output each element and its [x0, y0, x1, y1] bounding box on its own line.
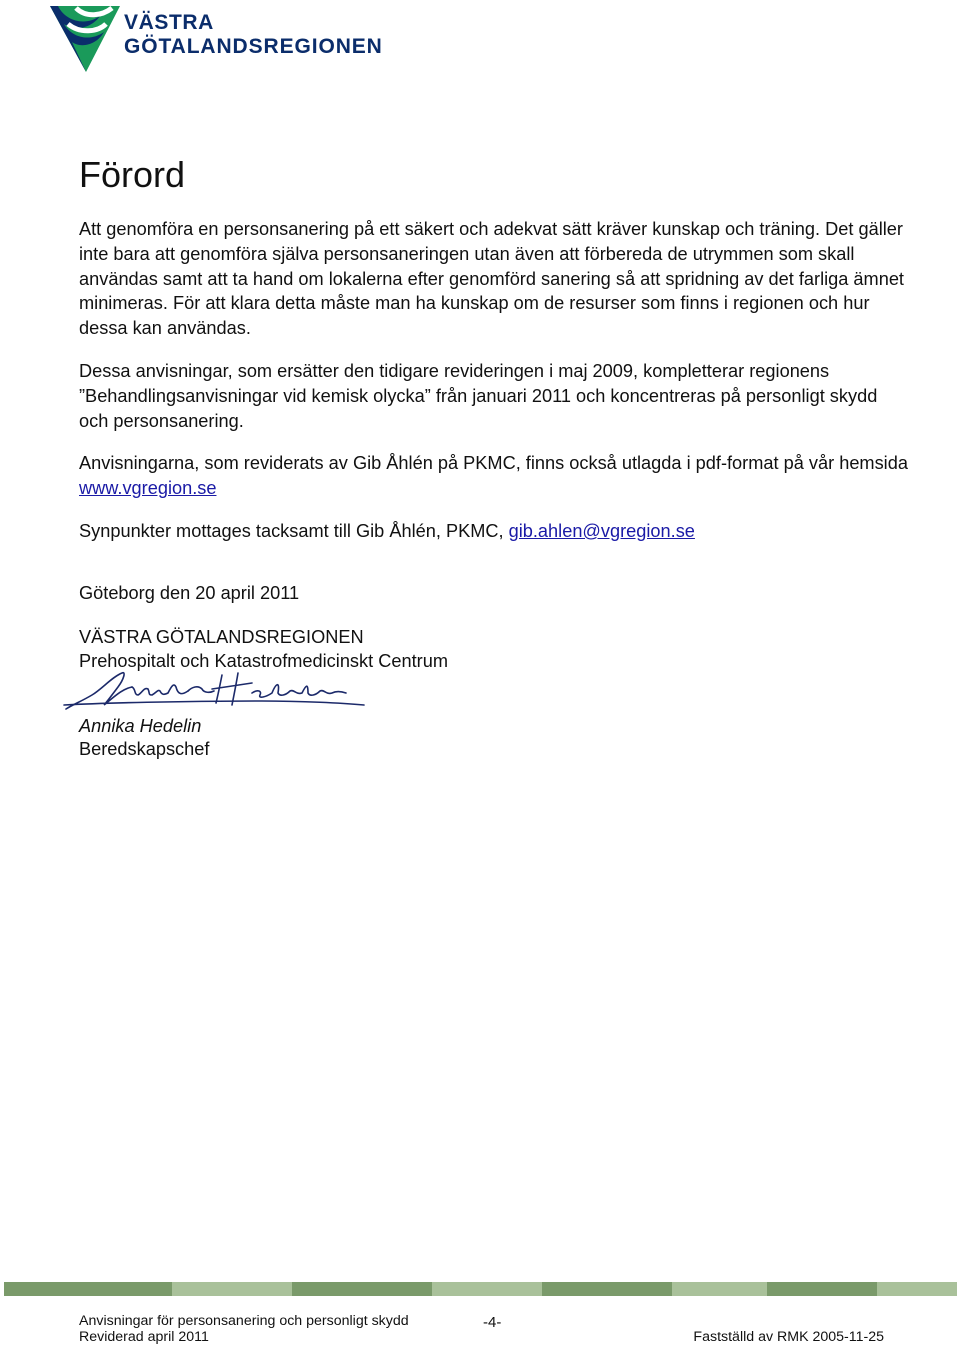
paragraph-scope: Dessa anvisningar, som ersätter den tidigare revideringen i maj 2009, kompletterar regionens ”Behandlingsanvisningar vid kemisk olycka” från januari 2011 och koncentreras på personligt skydd och personsanering. [79, 360, 878, 431]
footer-doc-title: Anvisningar för personsanering och personligt skydd [79, 1313, 409, 1329]
signer-name: Annika Hedelin [79, 716, 202, 736]
footer-bar-segment [767, 1282, 877, 1296]
contact-text: Synpunkter mottages tacksamt till Gib Åhlén, PKMC, [79, 520, 509, 541]
org-name: VÄSTRA GÖTALANDSREGIONEN [79, 626, 364, 647]
footer-bar-segment [432, 1282, 542, 1296]
paragraph-intro: Att genomföra en personsanering på ett säkert och adekvat sätt kräver kunskap och träning. Det gäller inte bara att genomföra själva personsaneringen utan även att förbereda de utrymmen som skall användas samt att ta hand om lokalerna efter genomförd sanering så att spridning av det farliga ämnet minimeras. För att klara detta måste man ha kunskap om de resurser som finns i regionen och hur dessa kan användas. [79, 219, 904, 339]
footer-bar [4, 1282, 957, 1296]
website-text: Anvisningarna, som reviderats av Gib Åhlén på PKMC, finns också utlagda i pdf-format på vår hemsida [79, 453, 908, 474]
signer-block [79, 715, 209, 761]
footer-bar-segment [542, 1282, 672, 1296]
email-link[interactable]: gib.ahlen@vgregion.se [508, 520, 695, 541]
page-title: Förord [79, 154, 186, 195]
logo-text-line1: VÄSTRA [124, 11, 214, 34]
footer-revised: Reviderad april 2011 [79, 1329, 209, 1345]
footer-bar-segment [292, 1282, 432, 1296]
body-text [79, 217, 909, 673]
handwritten-signature [62, 665, 372, 720]
vgr-logo-emblem [46, 2, 124, 74]
paragraph-contact [79, 519, 909, 544]
vgr-logo [46, 2, 386, 74]
signer-role: Beredskapschef [79, 739, 210, 759]
footer-bar-segment [172, 1282, 292, 1296]
website-link[interactable]: www.vgregion.se [79, 478, 217, 499]
date-line: Göteborg den 20 april 2011 [79, 582, 300, 603]
footer-approved: Fastställd av RMK 2005-11-25 [693, 1329, 884, 1345]
org-unit: Prehospitalt och Katastrofmedicinskt Centrum [79, 650, 448, 671]
footer-bar-segment [672, 1282, 767, 1296]
paragraph-website [79, 451, 909, 501]
logo-text-line2: GÖTALANDSREGIONEN [124, 35, 383, 58]
footer-bar-segment [4, 1282, 172, 1296]
footer-page-number: -4- [483, 1314, 502, 1331]
footer-bar-segment [877, 1282, 957, 1296]
